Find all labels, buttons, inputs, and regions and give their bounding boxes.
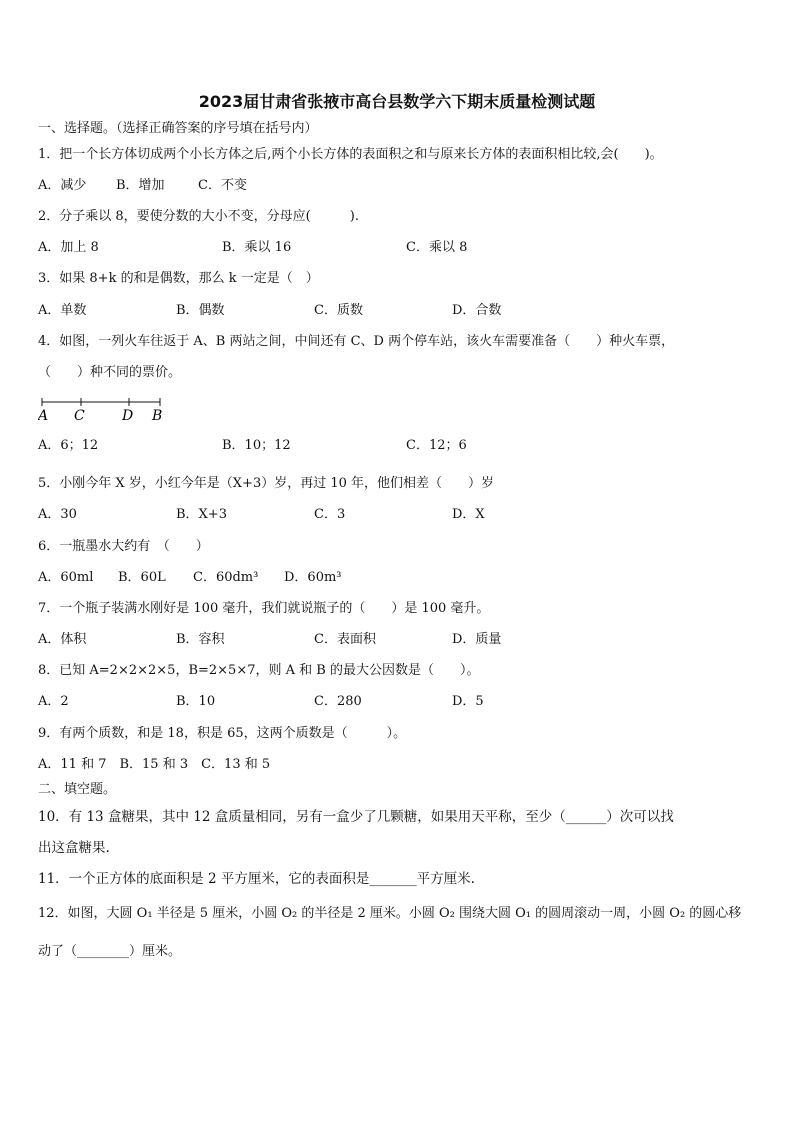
option-c: C．60dm³ [193, 570, 259, 585]
station-line-svg [38, 396, 168, 424]
option-d: D．5 [452, 694, 484, 709]
question-6: 6．一瓶墨水大约有 （ ） [38, 539, 209, 554]
question-1: 1．把一个长方体切成两个小长方体之后,两个小长方体的表面积之和与原来长方体的表面积相比较,会( )。 [38, 147, 663, 162]
option-b: B．乘以 16 [222, 240, 292, 255]
question-3: 3．如果 8+k 的和是偶数，那么 k 一定是（ ） [38, 271, 319, 286]
option-d: D．60m³ [284, 570, 342, 585]
option-c: C．不变 [198, 178, 247, 193]
option-b: B．增加 [116, 178, 165, 193]
option-c: C．12；6 [406, 438, 467, 453]
label-c: C [74, 408, 85, 424]
question-4: 4．如图，一列火车往返于 A、B 两站之间，中间还有 C、D 两个停车站，该火车需要准备（ ）种火车票， [38, 334, 675, 349]
option-a: A．加上 8 [38, 240, 99, 255]
question-8: 8．已知 A=2×2×2×5，B=2×5×7，则 A 和 B 的最大公因数是（ ）。 [38, 663, 480, 678]
option-a: A．30 [38, 507, 77, 522]
question-9-options: A．11 和 7 B．15 和 3 C．13 和 5 [38, 757, 271, 772]
option-d: D．质量 [452, 632, 502, 647]
option-c: C．乘以 8 [406, 240, 468, 255]
option-a: A．体积 [38, 632, 87, 647]
question-11: 11．一个正方体的底面积是 2 平方厘米，它的表面积是_______平方厘米. [38, 871, 475, 887]
label-a: A [38, 408, 49, 424]
option-b: B．容积 [176, 632, 225, 647]
question-12: 12．如图，大圆 O₁ 半径是 5 厘米，小圆 O₂ 的半径是 2 厘米。小圆 O₂ 围绕大圆 O₁ 的圆周滚动一周，小圆 O₂ 的圆心移 [38, 906, 742, 921]
question-5: 5．小刚今年 X 岁，小红今年是（X+3）岁，再过 10 年，他们相差（ ）岁 [38, 476, 495, 491]
question-10-continued: 出这盒糖果. [38, 840, 110, 856]
question-10: 10．有 13 盒糖果，其中 12 盒质量相同，另有一盒少了几颗糖，如果用天平称，至少（______）次可以找 [38, 809, 674, 825]
option-a: A．6；12 [38, 438, 99, 453]
question-4-continued: （ ）种不同的票价。 [38, 365, 182, 380]
option-d: D．X [452, 507, 485, 522]
option-a: A．60ml [38, 570, 94, 585]
option-c: C．3 [314, 507, 346, 522]
question-12-continued: 动了（________）厘米。 [38, 944, 182, 959]
option-c: C．280 [314, 694, 362, 709]
page-title: 2023届甘肃省张掖市高台县数学六下期末质量检测试题 [198, 92, 596, 111]
option-b: B．X+3 [176, 507, 227, 522]
question-2: 2．分子乘以 8，要使分数的大小不变，分母应( ). [38, 209, 359, 224]
option-b: B．偶数 [176, 303, 225, 318]
section-heading-fill: 二、填空题。 [38, 782, 117, 797]
option-a: A．减少 [38, 178, 87, 193]
option-a: A．单数 [38, 303, 87, 318]
label-b: B [152, 408, 163, 424]
option-d: D．合数 [452, 303, 502, 318]
section-heading-choice: 一、选择题。（选择正确答案的序号填在括号内） [38, 121, 318, 136]
question-7: 7．一个瓶子装满水刚好是 100 毫升，我们就说瓶子的（ ）是 100 毫升。 [38, 601, 490, 616]
option-c: C．质数 [314, 303, 363, 318]
option-c: C．表面积 [314, 632, 376, 647]
question-9: 9．有两个质数，和是 18，积是 65，这两个质数是（ ）。 [38, 726, 407, 741]
option-b: B．10；12 [222, 438, 291, 453]
option-b: B．60L [118, 570, 166, 585]
option-a: A．2 [38, 694, 69, 709]
station-line-figure [38, 396, 168, 424]
option-b: B．10 [176, 694, 216, 709]
label-d: D [122, 408, 134, 424]
